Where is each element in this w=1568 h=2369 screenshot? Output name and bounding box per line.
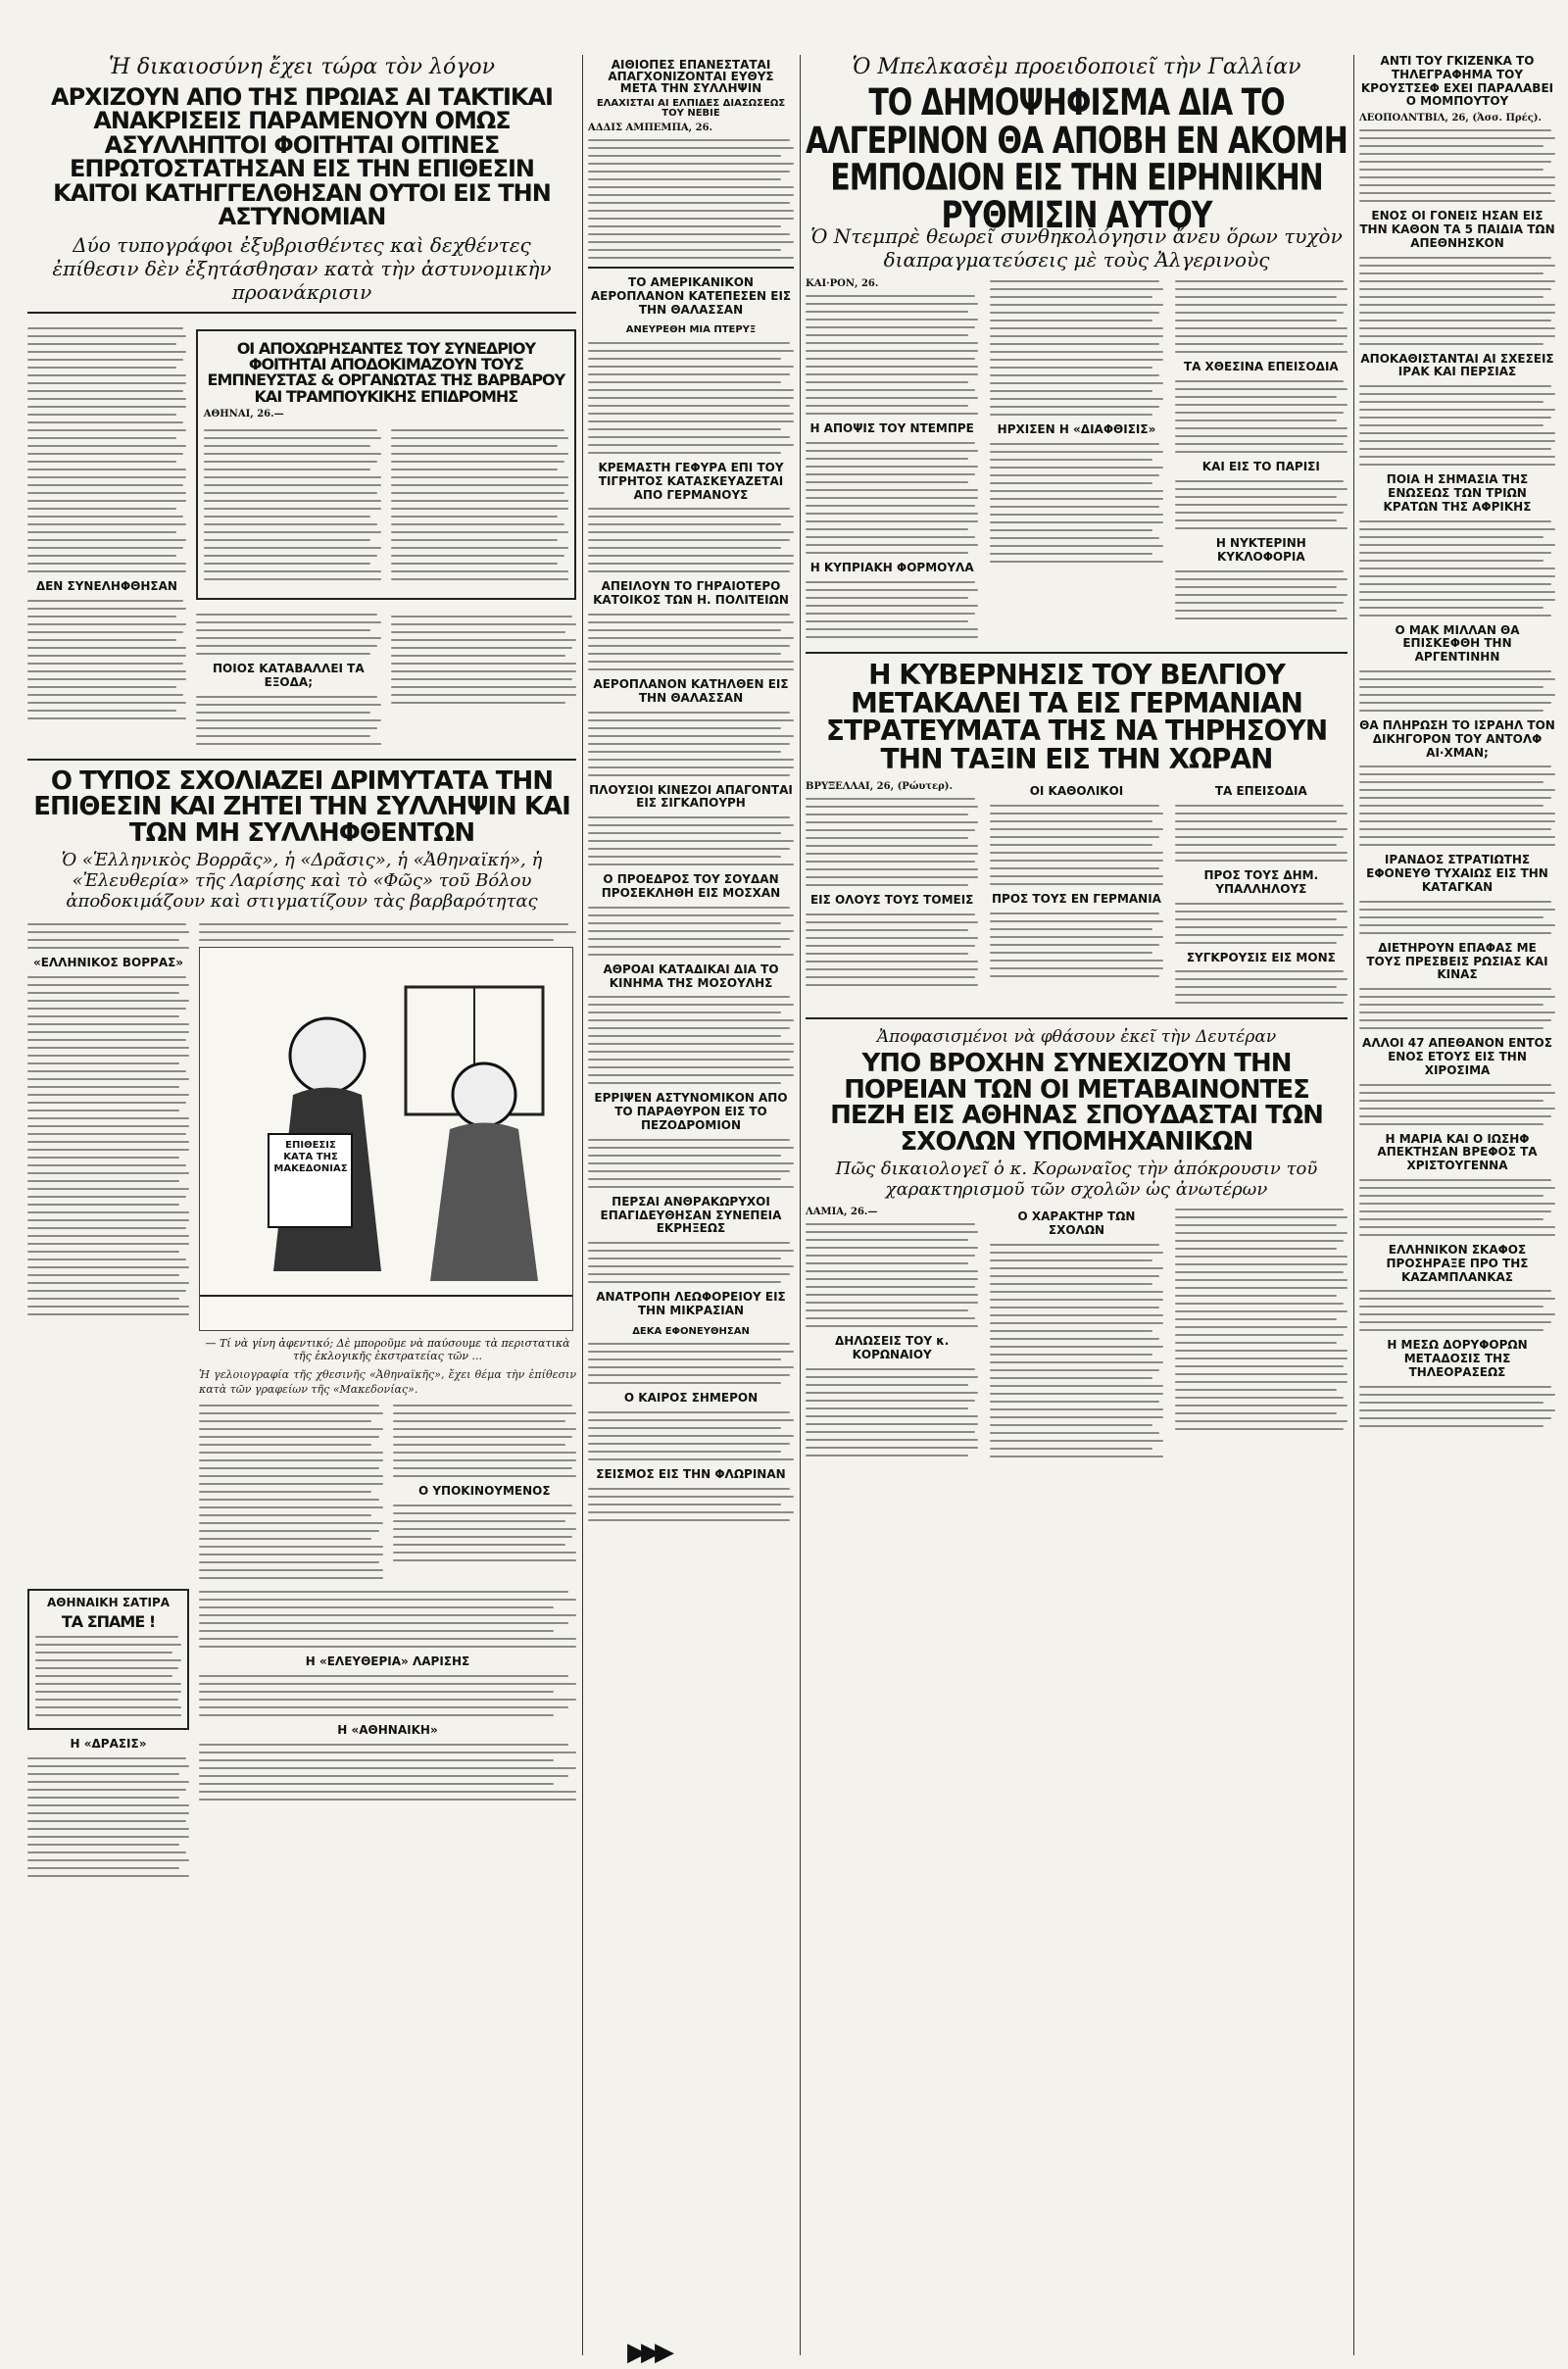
news-headline: ΕΝΟΣ ΟΙ ΓΟΝΕΙΣ ΗΣΑΝ ΕΙΣ ΤΗΝ ΚΑΘΟΝ ΤΑ 5 ΠΑΙΔΙΑ ΤΩΝ ΑΠΕΘΝΗΣΚΟΝ bbox=[1359, 209, 1555, 250]
article-text bbox=[199, 1675, 576, 1716]
students-dateline: ΛΑΜΙΑ, 26.— bbox=[806, 1207, 878, 1218]
news-headline: ΑΝΑΤΡΟΠΗ ΛΕΩΦΟΡΕΙΟΥ ΕΙΣ ΤΗΝ ΜΙΚΡΑΣΙΑΝ bbox=[596, 1290, 786, 1317]
lead-body bbox=[27, 321, 576, 751]
algeria-kicker: Ὁ Μπελκασὲμ προειδοποιεῖ τὴν Γαλλίαν bbox=[852, 55, 1301, 79]
article-text bbox=[1359, 765, 1555, 846]
news-headline: ΑΕΡΟΠΛΑΝΟΝ ΚΑΤΗΛΘΕΝ ΕΙΣ ΤΗΝ ΘΑΛΑΣΣΑΝ bbox=[593, 676, 789, 705]
section-heading: ΤΑ ΧΘΕΣΙΝΑ ΕΠΕΙΣΟΔΙΑ bbox=[1183, 360, 1339, 374]
article-text bbox=[1359, 129, 1555, 202]
students-headline: ΥΠΟ ΒΡΟΧΗΝ ΣΥΝΕΧΙΖΟΥΝ ΤΗΝ ΠΟΡΕΙΑΝ ΤΩΝ ΟΙ ΜΕΤΑΒΑΙΝΟΝΤΕΣ ΠΕΖΗ ΕΙΣ ΑΘΗΝΑΣ ΣΠΟΥΔΑΣΤΑΙ ΤΩΝ ΣΧΟΛΩΝ ΥΠΟΜΗΧΑΝΙΚΩΝ bbox=[830, 1049, 1323, 1157]
article-text bbox=[199, 1744, 576, 1801]
cartoon-caption: — Τί νὰ γίνη ἀφεντικό; Δὲ μποροῦμε νὰ παύσουμε τὰ περιστατικὰ τῆς ἐκλογικῆς ἐκστρατείας τῶν ... bbox=[205, 1337, 570, 1363]
article-text bbox=[1359, 1290, 1555, 1331]
article-text bbox=[588, 1139, 794, 1188]
section-heading: Η «ΔΡΑΣΙΣ» bbox=[70, 1737, 147, 1752]
section-heading: ΕΙΣ ΟΛΟΥΣ ΤΟΥΣ ΤΟΜΕΙΣ bbox=[809, 893, 974, 908]
article-text bbox=[27, 1757, 189, 1877]
column-rule bbox=[1353, 55, 1354, 2355]
article-text bbox=[806, 1368, 978, 1456]
article-text bbox=[588, 1411, 794, 1460]
article-text bbox=[588, 1343, 794, 1384]
cartoon-note: Ἡ γελοιογραφία τῆς χθεσινῆς «Ἀθηναϊκῆς», ἔχει θέμα τὴν ἐπίθεσιν κατὰ τῶν γραφείων τῆς «Μακεδονίας». bbox=[199, 1368, 576, 1396]
students-subheadline: Πῶς δικαιολογεῖ ὁ κ. Κορωναῖος τὴν ἀπόκρουσιν τοῦ χαρακτηρισμοῦ τῶν σχολῶν ὡς ἀνωτέρων bbox=[835, 1159, 1318, 1201]
news-headline: ΠΟΙΑ Η ΣΗΜΑΣΙΑ ΤΗΣ ΕΝΩΣΕΩΣ ΤΩΝ ΤΡΙΩΝ ΚΡΑΤΩΝ ΤΗΣ ΑΦΡΙΚΗΣ bbox=[1383, 472, 1532, 514]
article-text bbox=[588, 1242, 794, 1283]
column-3 bbox=[806, 55, 1348, 2355]
news-headline: ΑΘΡΟΑΙ ΚΑΤΑΔΙΚΑΙ ΔΙΑ ΤΟ ΚΙΝΗΜΑ ΤΗΣ ΜΟΣΟΥΛΗΣ bbox=[603, 962, 779, 990]
news-headline: ΕΛΛΗΝΙΚΟΝ ΣΚΑΦΟΣ ΠΡΟΣΗΡΑΞΕ ΠΡΟ ΤΗΣ ΚΑΖΑΜΠΛΑΝΚΑΣ bbox=[1386, 1242, 1529, 1284]
section-heading: ΣΥΓΚΡΟΥΣΙΣ ΕΙΣ ΜΟΝΣ bbox=[1186, 950, 1336, 964]
article-text bbox=[588, 907, 794, 956]
box-dateline: ΑΘΗΝΑΙ, 26.— bbox=[203, 409, 284, 420]
news-headline: ΚΡΕΜΑΣΤΗ ΓΕΦΥΡΑ ΕΠΙ ΤΟΥ ΤΙΓΡΗΤΟΣ ΚΑΤΑΣΚΕΥΑΖΕΤΑΙ ΑΠΟ ΓΕΡΜΑΝΟΥΣ bbox=[598, 460, 784, 502]
article-text bbox=[806, 913, 978, 986]
lead-kicker: Ἡ δικαιοσύνη ἔχει τώρα τὸν λόγον bbox=[109, 55, 495, 79]
article-text bbox=[199, 923, 576, 941]
section-heading: Ο ΧΑΡΑΚΤΗΡ ΤΩΝ ΣΧΟΛΩΝ bbox=[1017, 1209, 1136, 1238]
article-text bbox=[1359, 988, 1555, 1029]
ethiopia-subheadline: ΕΛΑΧΙΣΤΑΙ ΑΙ ΕΛΠΙΔΕΣ ΔΙΑΣΩΣΕΩΣ ΤΟΥ ΝΕΒΙΕ bbox=[596, 97, 786, 119]
article-text bbox=[806, 442, 978, 554]
article-text bbox=[588, 816, 794, 865]
article-text bbox=[990, 1244, 1162, 1457]
article-text bbox=[806, 798, 978, 886]
column-4 bbox=[1359, 55, 1555, 2355]
ethiopia-dateline: ΑΔΔΙΣ ΑΜΠΕΜΠΑ, 26. bbox=[588, 123, 713, 134]
article-text bbox=[1175, 380, 1348, 453]
article-text bbox=[27, 923, 189, 949]
article-text bbox=[1175, 903, 1348, 944]
algeria-subheadline: Ὁ Ντεμπρὲ θεωρεῖ συνθηκολόγησιν ἄνευ ὅρων τυχὸν διαπραγματεύσεις μὲ τοὺς Ἀλγερινοὺς bbox=[810, 224, 1343, 272]
section-heading: ΠΡΟΣ ΤΟΥΣ ΔΗΜ. ΥΠΑΛΛΗΛΟΥΣ bbox=[1203, 867, 1319, 896]
article-text bbox=[1175, 280, 1348, 353]
section-heading: Ο ΥΠΟΚΙΝΟΥΜΕΝΟΣ bbox=[417, 1484, 551, 1499]
article-text bbox=[990, 805, 1162, 885]
article-text bbox=[35, 1636, 181, 1716]
article-text bbox=[990, 443, 1162, 563]
news-headline: Ο ΠΡΟΕΔΡΟΣ ΤΟΥ ΣΟΥΔΑΝ ΠΡΟΣΕΚΛΗΘΗ ΕΙΣ ΜΟΣΧΑΝ bbox=[601, 872, 781, 900]
article-text bbox=[588, 712, 794, 776]
article-text bbox=[806, 581, 978, 638]
cartoon-drawing bbox=[200, 948, 572, 1330]
article-text bbox=[391, 610, 576, 745]
news-headline: Ο ΚΑΙΡΟΣ ΣΗΜΕΡΟΝ bbox=[623, 1391, 759, 1406]
lead-subheadline: Δύο τυπογράφοι ἐξυβρισθέντες καὶ δεχθέντες ἐπίθεσιν δὲν ἐξητάσθησαν κατὰ τὴν ἀστυνομικὴν προανάκρισιν bbox=[52, 232, 552, 304]
article-text bbox=[27, 327, 186, 572]
article-text bbox=[1175, 570, 1348, 619]
section-heading: ΚΑΙ ΕΙΣ ΤΟ ΠΑΡΙΣΙ bbox=[1201, 460, 1320, 474]
column-rule bbox=[800, 55, 801, 2355]
section-heading: Η «ΕΛΕΥΘΕΡΙΑ» ΛΑΡΙΣΗΣ bbox=[305, 1654, 470, 1669]
belgium-headline: Η ΚΥΒΕΡΝΗΣΙΣ ΤΟΥ ΒΕΛΓΙΟΥ ΜΕΤΑΚΑΛΕΙ ΤΑ ΕΙΣ ΓΕΡΜΑΝΙΑΝ ΣΤΡΑΤΕΥΜΑΤΑ ΤΗΣ ΝΑ ΤΗΡΗΣΟΥΝ ΤΗΝ ΤΑΞΙΝ ΕΙΣ ΤΗΝ ΧΩΡΑΝ bbox=[825, 658, 1328, 775]
news-headline: ΑΛΛΟΙ 47 ΑΠΕΘΑΝΟΝ ΕΝΤΟΣ ΕΝΟΣ ΕΤΟΥΣ ΕΙΣ ΤΗΝ ΧΙΡΟΣΙΜΑ bbox=[1362, 1036, 1552, 1077]
article-text bbox=[1359, 670, 1555, 712]
article-text bbox=[391, 423, 568, 586]
section-heading: ΔΗΛΩΣΕΙΣ ΤΟΥ κ. ΚΟΡΩΝΑΙΟΥ bbox=[834, 1334, 950, 1362]
section-heading: ΟΙ ΚΑΘΟΛΙΚΟΙ bbox=[1029, 784, 1124, 799]
divider bbox=[806, 652, 1348, 654]
article-text bbox=[1175, 970, 1348, 1004]
algeria-dateline: ΚΑΙ·ΡΟΝ, 26. bbox=[806, 278, 879, 290]
satire-box bbox=[27, 1589, 189, 1730]
article-text bbox=[588, 342, 794, 454]
news-headline: ΠΛΟΥΣΙΟΙ ΚΙΝΕΖΟΙ ΑΠΑΓΟΝΤΑΙ ΕΙΣ ΣΙΓΚΑΠΟΥΡΗ bbox=[589, 782, 793, 811]
news-headline: ΣΕΙΣΜΟΣ ΕΙΣ ΤΗΝ ΦΛΩΡΙΝΑΝ bbox=[596, 1467, 786, 1481]
article-text bbox=[393, 1505, 577, 1561]
article-text bbox=[588, 614, 794, 670]
article-text bbox=[196, 614, 381, 655]
section-heading: Η «ΑΘΗΝΑΙΚΗ» bbox=[337, 1723, 438, 1738]
divider bbox=[806, 1017, 1348, 1019]
news-headline: ΠΕΡΣΑΙ ΑΝΘΡΑΚΩΡΥΧΟΙ ΕΠΑΓΙΔΕΥΘΗΣΑΝ ΣΥΝΕΠΕΙΑ ΕΚΡΗΞΕΩΣ bbox=[600, 1194, 782, 1236]
section-heading: «ΕΛΛΗΝΙΚΟΣ ΒΟΡΡΑΣ» bbox=[32, 956, 184, 970]
column-rule bbox=[582, 55, 583, 2355]
news-headline: Ο ΜΑΚ ΜΙΛΛΑΝ ΘΑ ΕΠΙΣΚΕΦΘΗ ΤΗΝ ΑΡΓΕΝΤΙΝΗΝ bbox=[1395, 622, 1520, 665]
article-text bbox=[990, 280, 1162, 416]
press-subheadline: Ὁ «Ἑλληνικὸς Βορρᾶς», ἡ «Δρᾶσις», ἡ «Ἀθηναϊκή», ἡ «Ἐλευθερία» τῆς Λαρίσης καὶ τὸ «Φῶς» τοῦ Βόλου ἀποδοκιμάζουν καὶ στιγματίζουν τὰς βαρβαρότητας bbox=[61, 850, 543, 913]
article-text bbox=[1175, 480, 1348, 529]
news-headline: ΑΠΕΙΛΟΥΝ ΤΟ ΓΗΡΑΙΟΤΕΡΟ ΚΑΤΟΙΚΟΣ ΤΩΝ Η. ΠΟΛΙΤΕΙΩΝ bbox=[593, 579, 789, 608]
article-text bbox=[1359, 1084, 1555, 1125]
section-heading: ΔΕΝ ΣΥΝΕΛΗΦΘΗΣΑΝ bbox=[35, 578, 177, 593]
news-subheadline: ΑΝΕΥΡΕΘΗ ΜΙΑ ΠΤΕΡΥΞ bbox=[625, 324, 757, 336]
algeria-headline: ΤΟ ΔΗΜΟΨΗΦΙΣΜΑ ΔΙΑ ΤΟ ΑΛΓΕΡΙΝΟΝ ΘΑ ΑΠΟΒΗ ΕΝ ΑΚΟΜΗ ΕΜΠΟΔΙΟΝ ΕΙΣ ΤΗΝ ΕΙΡΗΝΙΚΗΝ ΡΥΘΜΙΣΙΝ ΑΥΤΟΥ bbox=[806, 81, 1348, 237]
article-text bbox=[588, 996, 794, 1084]
divider bbox=[588, 267, 794, 269]
article-text bbox=[199, 1591, 576, 1648]
column-1 bbox=[27, 55, 576, 2355]
news-headline: ΘΑ ΠΛΗΡΩΣΗ ΤΟ ΙΣΡΑΗΛ ΤΟΝ ΔΙΚΗΓΟΡΟΝ ΤΟΥ ΑΝΤΟΛΦ ΑΙ·ΧΜΑΝ; bbox=[1359, 717, 1555, 760]
continued-arrows-icon: ▶▶▶ bbox=[627, 2338, 668, 2367]
column-2 bbox=[588, 55, 794, 2355]
ethiopia-headline: ΑΙΘΙΟΠΕΣ ΕΠΑΝΕΣΤΑΤΑΙ ΑΠΑΓΧΟΝΙΖΟΝΤΑΙ ΕΥΘΥΣ ΜΕΤΑ ΤΗΝ ΣΥΛΛΗΨΙΝ bbox=[608, 58, 774, 96]
article-text bbox=[806, 1223, 978, 1327]
news-headline: Η ΜΑΡΙΑ ΚΑΙ Ο ΙΩΣΗΦ ΑΠΕΚΤΗΣΑΝ ΒΡΕΦΟΣ ΤΑ ΧΡΙΣΤΟΥΓΕΝΝΑ bbox=[1377, 1131, 1538, 1173]
belgium-dateline: ΒΡΥΞΕΛΛΑΙ, 26, (Ρώυτερ). bbox=[806, 781, 953, 793]
article-text bbox=[204, 423, 381, 586]
cartoon-sign-text: ΕΠΙΘΕΣΙΣ ΚΑΤΑ ΤΗΣ ΜΑΚΕΔΟΝΙΑΣ bbox=[273, 1140, 348, 1175]
divider bbox=[27, 759, 576, 761]
satire-subtitle: ΤΑ ΣΠΑΜΕ ! bbox=[61, 1612, 156, 1632]
section-heading: Η ΝΥΚΤΕΡΙΝΗ ΚΥΚΛΟΦΟΡΙΑ bbox=[1215, 535, 1306, 564]
section-heading: ΗΡΧΙΣΕΝ Η «ΔΙΑΦΘΙΣΙΣ» bbox=[997, 422, 1156, 437]
box-headline: ΟΙ ΑΠΟΧΩΡΗΣΑΝΤΕΣ ΤΟΥ ΣΥΝΕΔΡΙΟΥ ΦΟΙΤΗΤΑΙ ΑΠΟΔΟΚΙΜΑΖΟΥΝ ΤΟΥΣ ΕΜΠΝΕΥΣΤΑΣ & ΟΡΓΑΝΩΤΑΣ ΤΗΣ ΒΑΡΒΑΡΟΥ ΚΑΙ ΤΡΑΜΠΟΥΚΙΚΗΣ ΕΠΙΔΡΟΜΗΣ bbox=[207, 338, 565, 406]
article-text bbox=[1359, 257, 1555, 345]
news-dateline: ΛΕΟΠΟΛΝΤΒΙΛ, 26, (Ἀσσ. Πρές). bbox=[1359, 113, 1542, 124]
news-headline: ΔΙΕΤΗΡΟΥΝ ΕΠΑΦΑΣ ΜΕ ΤΟΥΣ ΠΡΕΣΒΕΙΣ ΡΩΣΙΑΣ ΚΑΙ ΚΙΝΑΣ bbox=[1366, 940, 1548, 982]
section-heading: Η ΑΠΟΨΙΣ ΤΟΥ ΝΤΕΜΠΡΕ bbox=[809, 421, 974, 436]
news-subheadline: ΔΕΚΑ ΕΦΟΝΕΥΘΗΣΑΝ bbox=[632, 1325, 750, 1337]
students-box bbox=[196, 329, 576, 600]
article-text bbox=[588, 1488, 794, 1521]
article-text bbox=[990, 913, 1162, 977]
divider bbox=[27, 312, 576, 314]
article-text bbox=[27, 600, 186, 719]
section-heading: ΠΡΟΣ ΤΟΥΣ ΕΝ ΓΕΡΜΑΝΙΑ bbox=[992, 891, 1161, 906]
article-text bbox=[588, 139, 794, 259]
news-headline: ΙΡΑΝΔΟΣ ΣΤΡΑΤΙΩΤΗΣ ΕΦΟΝΕΥΘ ΤΥΧΑΙΩΣ ΕΙΣ ΤΗΝ ΚΑΤΑΓΚΑΝ bbox=[1366, 853, 1548, 894]
lead-headline: ΑΡΧΙΖΟΥΝ ΑΠΟ ΤΗΣ ΠΡΩΙΑΣ ΑΙ ΤΑΚΤΙΚΑΙ ΑΝΑΚΡΙΣΕΙΣ ΠΑΡΑΜΕΝΟΥΝ ΟΜΩΣ ΑΣΥΛΛΗΠΤΟΙ ΦΟΙΤΗΤΑΙ ΟΙΤΙΝΕΣ ΕΠΡΩΤΟΣΤΑΤΗΣΑΝ ΕΙΣ ΤΗΝ ΕΠΙΘΕΣΙΝ ΚΑΙΤΟΙ ΚΑΤΗΓΓΕΛΘΗΣΑΝ ΟΥΤΟΙ ΕΙΣ ΤΗΝ ΑΣΤΥΝΟΜΙΑΝ bbox=[51, 83, 553, 231]
article-text bbox=[1359, 385, 1555, 466]
article-text bbox=[1359, 520, 1555, 617]
article-text bbox=[393, 1405, 577, 1477]
students-kicker: Ἀποφασισμένοι νὰ φθάσουν ἐκεῖ τὴν Δευτέραν bbox=[876, 1027, 1277, 1048]
section-heading: Η ΚΥΠΡΙΑΚΗ ΦΟΡΜΟΥΛΑ bbox=[809, 561, 974, 575]
news-headline: ΑΠΟΚΑΘΙΣΤΑΝΤΑΙ ΑΙ ΣΧΕΣΕΙΣ ΙΡΑΚ ΚΑΙ ΠΕΡΣΙΑΣ bbox=[1360, 351, 1554, 379]
section-heading: ΤΑ ΕΠΕΙΣΟΔΙΑ bbox=[1214, 784, 1307, 799]
article-text bbox=[1175, 805, 1348, 862]
news-headline: Η ΜΕΣΩ ΔΟΡΥΦΟΡΩΝ ΜΕΤΑΔΟΣΙΣ ΤΗΣ ΤΗΛΕΟΡΑΣΕΩΣ bbox=[1387, 1338, 1528, 1379]
news-headline: ΑΝΤΙ ΤΟΥ ΓΚΙΖΕΝΚΑ ΤΟ ΤΗΛΕΓΡΑΦΗΜΑ ΤΟΥ ΚΡΟΥΣΤΣΕΦ ΕΧΕΙ ΠΑΡΑΛΑΒΕΙ Ο ΜΟΜΠΟΥΤΟΥ bbox=[1360, 55, 1554, 109]
article-text bbox=[806, 295, 978, 415]
article-text bbox=[1359, 901, 1555, 934]
satire-title: ΑΘΗΝΑΙΚΗ ΣΑΤΙΡΑ bbox=[46, 1596, 171, 1610]
article-text bbox=[196, 696, 381, 745]
news-headline: ΕΡΡΙΨΕΝ ΑΣΤΥΝΟΜΙΚΟΝ ΑΠΟ ΤΟ ΠΑΡΑΘΥΡΟΝ ΕΙΣ ΤΟ ΠΕΖΟΔΡΟΜΙΟΝ bbox=[594, 1091, 788, 1132]
article-text bbox=[1359, 1179, 1555, 1236]
cartoon-illustration bbox=[199, 947, 573, 1331]
article-text bbox=[27, 976, 189, 1315]
section-heading: ΠΟΙΟΣ ΚΑΤΑΒΑΛΛΕΙ ΤΑ ΕΞΟΔΑ; bbox=[212, 662, 365, 689]
article-text bbox=[199, 1405, 383, 1579]
article-text bbox=[1359, 1386, 1555, 1427]
article-text bbox=[588, 508, 794, 572]
article-text bbox=[1175, 1209, 1348, 1430]
news-headline: ΤΟ ΑΜΕΡΙΚΑΝΙΚΟΝ ΑΕΡΟΠΛΑΝΟΝ ΚΑΤΕΠΕΣΕΝ ΕΙΣ ΤΗΝ ΘΑΛΑΣΣΑΝ bbox=[590, 275, 792, 317]
press-headline: Ο ΤΥΠΟΣ ΣΧΟΛΙΑΖΕΙ ΔΡΙΜΥΤΑΤΑ ΤΗΝ ΕΠΙΘΕΣΙΝ ΚΑΙ ΖΗΤΕΙ ΤΗΝ ΣΥΛΛΗΨΙΝ ΚΑΙ ΤΩΝ ΜΗ ΣΥΛΛΗΦΘΕΝΤΩΝ bbox=[33, 765, 570, 848]
